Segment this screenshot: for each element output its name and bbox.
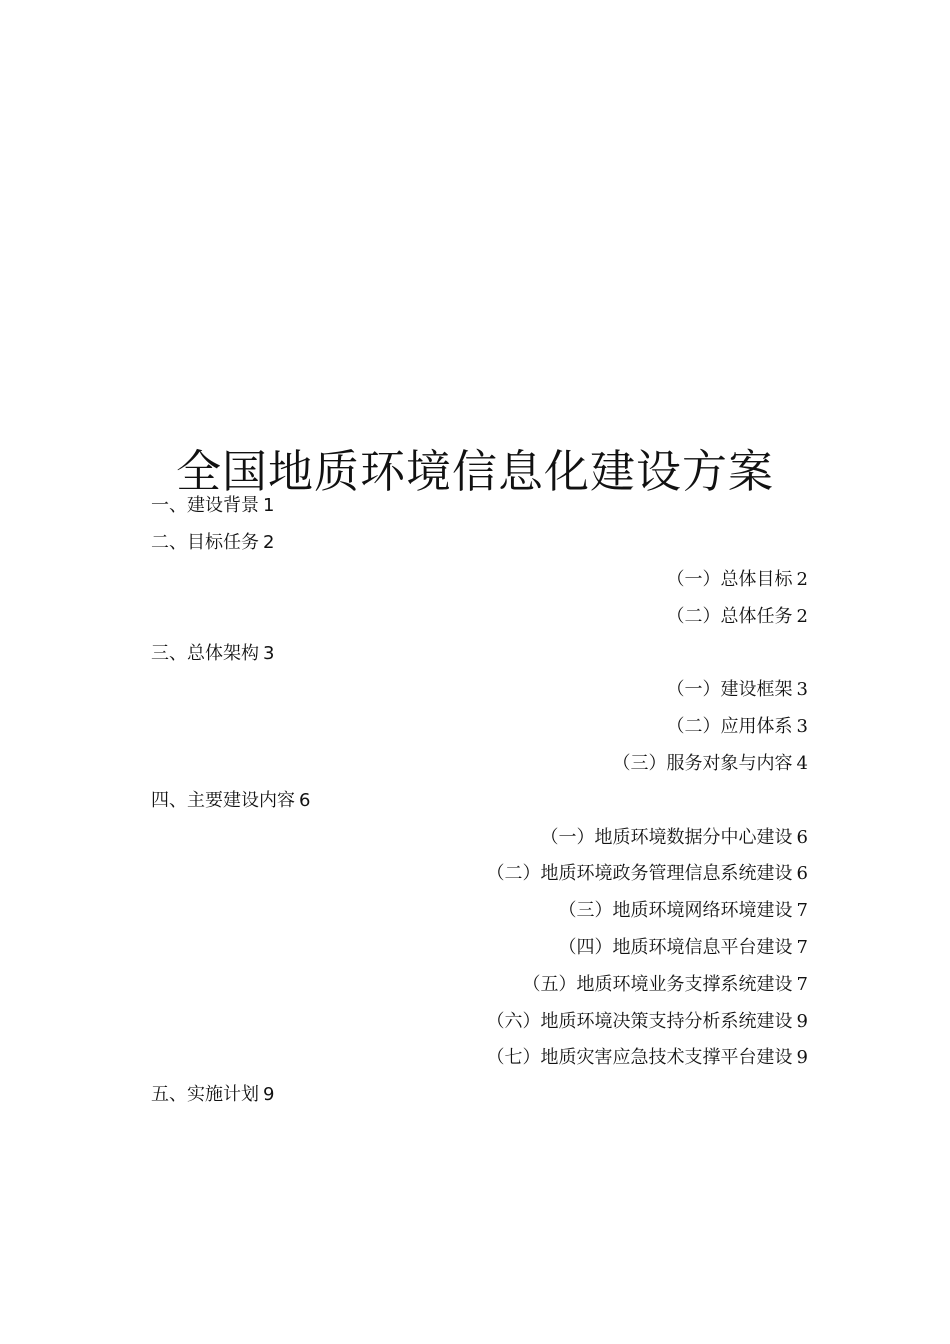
toc-entry-overall-architecture[interactable] [151,642,274,666]
toc-entry-label: （一）地质环境数据分中心建设 [540,827,793,848]
toc-entry-network-environment[interactable] [559,899,808,923]
toc-entry-page: 2 [796,606,808,627]
toc-entry-label: 四、主要建设内容 [151,790,295,811]
toc-entry-goals-tasks[interactable] [151,531,274,555]
toc-entry-implementation-plan[interactable] [151,1083,274,1107]
toc-entry-overall-goal[interactable] [667,568,808,592]
document-title: 全国地质环境信息化建设方案 [175,445,774,498]
toc-entry-label: （四）地质环境信息平台建设 [558,937,793,958]
toc-entry-data-subcenter[interactable] [541,826,808,850]
toc-entry-main-construction[interactable] [151,789,310,813]
toc-entry-construction-background[interactable] [151,494,274,518]
toc-entry-page: 3 [796,716,808,737]
toc-entry-page: 6 [299,790,311,811]
toc-entry-page: 9 [796,1011,808,1032]
toc-entry-label: （三）地质环境网络环境建设 [558,900,793,921]
toc-entry-page: 7 [796,974,808,995]
toc-entry-label: （一）建设框架 [666,679,793,700]
toc-entry-page: 7 [796,900,808,921]
toc-entry-overall-task[interactable] [667,605,808,629]
toc-entry-label: （二）总体任务 [666,606,793,627]
toc-entry-label: （二）应用体系 [666,716,793,737]
toc-entry-page: 7 [796,937,808,958]
toc-entry-page: 2 [263,532,275,553]
toc-entry-service-objects[interactable] [613,752,808,776]
toc-entry-label: （六）地质环境决策支持分析系统建设 [486,1011,793,1032]
toc-entry-label: （五）地质环境业务支撑系统建设 [522,974,793,995]
toc-entry-page: 6 [796,827,808,848]
toc-entry-information-platform[interactable] [559,936,808,960]
toc-entry-label: 五、实施计划 [151,1084,259,1105]
toc-entry-label: （七）地质灾害应急技术支撑平台建设 [486,1047,793,1068]
toc-entry-page: 3 [263,643,275,664]
toc-entry-page: 9 [796,1047,808,1068]
toc-entry-application-system[interactable] [667,715,808,739]
toc-entry-page: 9 [263,1084,275,1105]
toc-entry-emergency-support-platform[interactable] [487,1046,808,1070]
toc-entry-label: 三、总体架构 [151,643,259,664]
toc-entry-label: 一、建设背景 [151,495,259,516]
toc-entry-label: （一）总体目标 [666,569,793,590]
toc-entry-label: 二、目标任务 [151,532,259,553]
toc-entry-label: （二）地质环境政务管理信息系统建设 [486,863,793,884]
toc-entry-construction-framework[interactable] [667,678,808,702]
toc-entry-business-support-system[interactable] [523,973,808,997]
toc-entry-decision-support-system[interactable] [487,1010,808,1034]
toc-entry-page: 1 [263,495,275,516]
toc-entry-page: 2 [796,569,808,590]
toc-entry-page: 4 [796,753,808,774]
toc-entry-label: （三）服务对象与内容 [612,753,793,774]
toc-entry-page: 3 [796,679,808,700]
toc-entry-page: 6 [796,863,808,884]
toc-entry-government-affairs-system[interactable] [487,862,808,886]
